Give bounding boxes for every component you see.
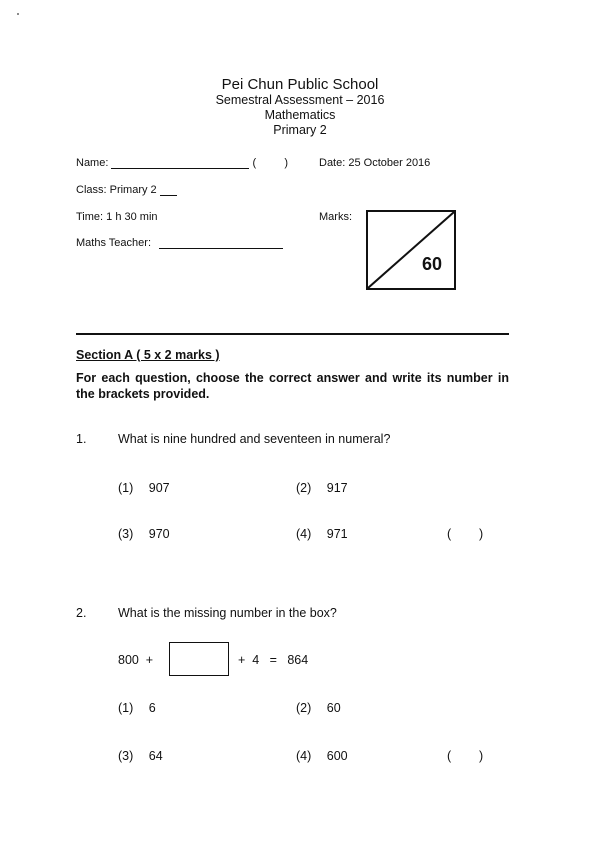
question-2-text: What is the missing number in the box? xyxy=(118,606,337,620)
option-number: (1) xyxy=(118,481,134,495)
q1-option-2[interactable] xyxy=(296,481,348,495)
section-a-title: Section A ( 5 x 2 marks ) xyxy=(76,348,220,362)
q2-option-4[interactable] xyxy=(296,749,348,763)
q1-option-3[interactable] xyxy=(118,527,170,541)
option-value: 917 xyxy=(326,481,348,495)
option-number: (2) xyxy=(296,701,312,715)
name-paren-close: ) xyxy=(284,157,288,169)
option-number: (2) xyxy=(296,481,312,495)
option-value: 6 xyxy=(148,701,156,715)
q1-option-1[interactable] xyxy=(118,481,170,495)
q2-option-1[interactable] xyxy=(118,701,156,715)
option-value: 600 xyxy=(326,749,348,763)
time-text: Time: 1 h 30 min xyxy=(76,211,158,223)
missing-number-box xyxy=(169,642,229,676)
subject-title: Mathematics xyxy=(264,108,336,122)
option-number: (3) xyxy=(118,749,134,763)
option-number: (3) xyxy=(118,527,134,541)
name-row xyxy=(76,157,288,169)
name-label: Name: xyxy=(76,157,109,169)
question-1-number: 1. xyxy=(76,432,87,446)
option-number: (4) xyxy=(296,749,312,763)
question-2-number: 2. xyxy=(76,606,87,620)
q2-answer-bracket[interactable]: ( ) xyxy=(447,749,484,763)
name-paren-open: ( xyxy=(252,157,257,169)
equation-left: 800 + xyxy=(118,653,154,667)
q1-answer-bracket[interactable]: ( ) xyxy=(447,527,484,541)
teacher-label: Maths Teacher: xyxy=(76,237,152,249)
marks-diagonal xyxy=(368,212,454,288)
date-text: Date: 25 October 2016 xyxy=(319,157,431,169)
option-value: 60 xyxy=(326,701,341,715)
option-value: 971 xyxy=(326,527,348,541)
option-number: (4) xyxy=(296,527,312,541)
document-header xyxy=(0,76,600,138)
option-value: 64 xyxy=(148,749,163,763)
marks-label: Marks: xyxy=(319,211,352,223)
teacher-row xyxy=(76,237,283,249)
option-value: 970 xyxy=(148,527,170,541)
level-title: Primary 2 xyxy=(273,123,327,137)
q2-option-2[interactable] xyxy=(296,701,341,715)
header-divider xyxy=(76,333,509,335)
class-field[interactable] xyxy=(160,195,177,196)
teacher-field[interactable] xyxy=(159,248,283,249)
q1-option-4[interactable] xyxy=(296,527,348,541)
school-name: Pei Chun Public School xyxy=(221,76,379,93)
q2-option-3[interactable] xyxy=(118,749,163,763)
scan-speck xyxy=(17,13,19,15)
option-value: 907 xyxy=(148,481,170,495)
marks-total: 60 xyxy=(421,254,442,274)
name-field[interactable] xyxy=(111,168,249,169)
class-label: Class: Primary 2 xyxy=(76,184,157,196)
question-1-text: What is nine hundred and seventeen in numeral? xyxy=(118,432,391,446)
assessment-title: Semestral Assessment – 2016 xyxy=(215,93,385,107)
equation-right: + 4 = 864 xyxy=(238,653,309,667)
section-a-instructions: For each question, choose the correct answer and write its number in the brackets provided. xyxy=(76,371,509,401)
class-row xyxy=(76,184,177,196)
option-number: (1) xyxy=(118,701,134,715)
marks-box xyxy=(366,210,456,290)
